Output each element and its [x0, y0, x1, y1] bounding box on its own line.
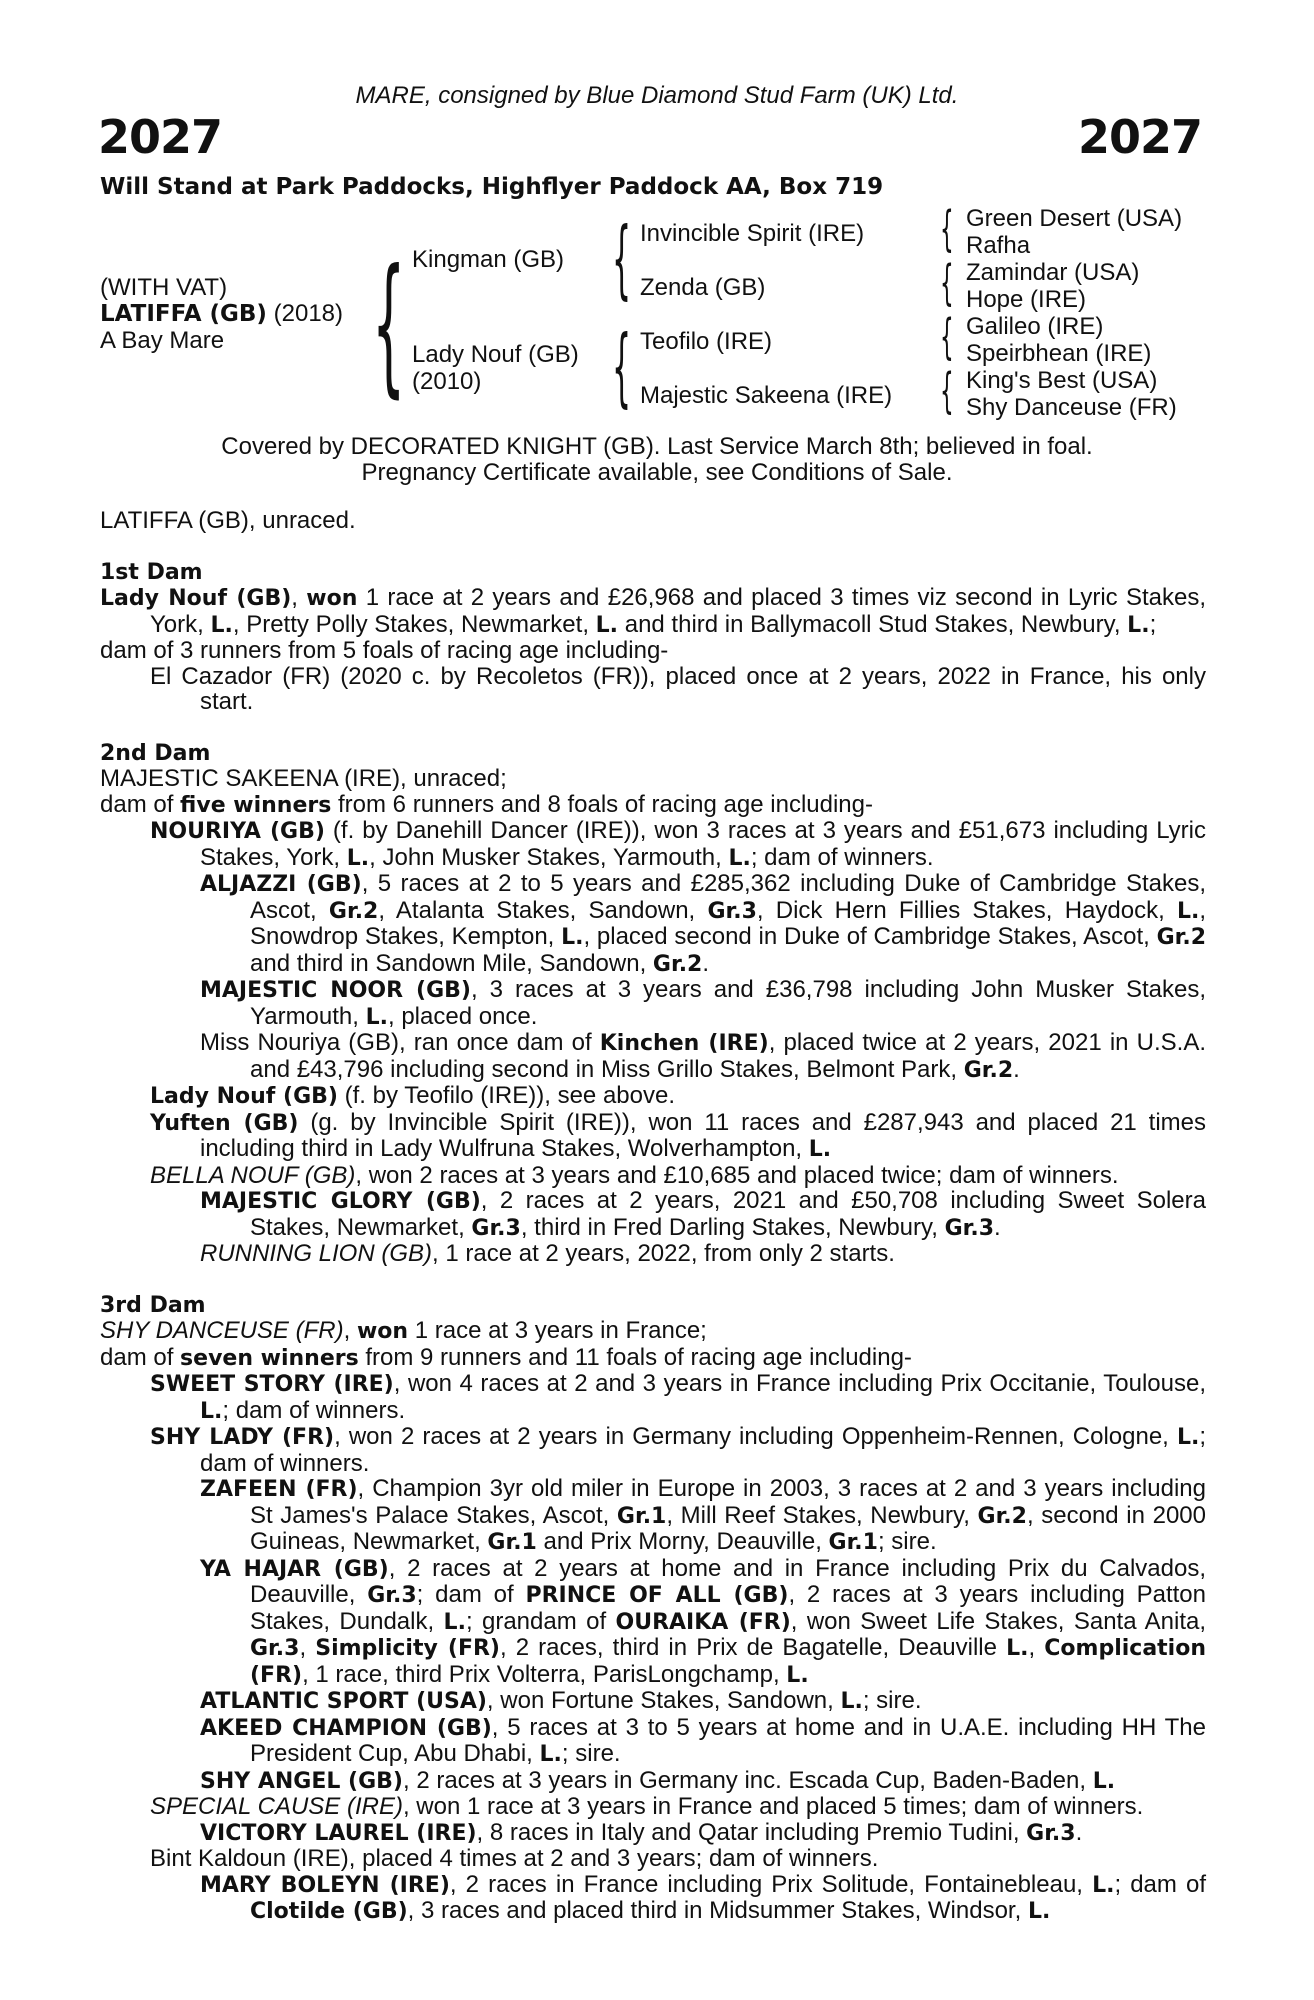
listed-mark: L.: [840, 1689, 863, 1714]
five-winners: five winners: [180, 792, 332, 818]
vat-note: (WITH VAT): [100, 274, 228, 301]
entry-text: , won Sweet Life Stakes, Santa Anita,: [790, 1607, 1207, 1635]
entry-text: ,: [299, 1634, 316, 1661]
entry-text: , John Musker Stakes, Yarmouth,: [369, 843, 729, 871]
sss: Green Desert (USA): [966, 205, 1183, 232]
horse-name: MAJESTIC GLORY (GB): [200, 1189, 481, 1214]
grade-mark: Gr.2: [652, 951, 703, 977]
zafeen-entry: [100, 1476, 1206, 1556]
horse-name: VICTORY LAUREL (IRE): [200, 1820, 477, 1846]
third-dam-heading: 3rd Dam: [100, 1292, 206, 1318]
listed-mark: L.: [346, 845, 370, 871]
entry-text: , won Fortune Stakes, Sandown,: [486, 1687, 841, 1714]
shy-lady-entry: [100, 1424, 1206, 1476]
first-dam-text-2: , Pretty Polly Stakes, Newmarket,: [232, 610, 596, 638]
horse-name: AKEED CHAMPION (GB): [200, 1715, 492, 1741]
grade-mark: Gr.1: [616, 1503, 667, 1529]
listed-mark: L.: [1092, 1768, 1116, 1794]
entry-text: ; dam of winners.: [750, 843, 934, 871]
horse-name: Complication (FR): [250, 1636, 1206, 1688]
horse-name-line: [100, 300, 343, 328]
akeed-champion-entry: [100, 1715, 1206, 1768]
lady-nouf-entry: [100, 1083, 1206, 1110]
ddd: Shy Danceuse (FR): [966, 394, 1177, 421]
sire: Kingman (GB): [412, 246, 565, 273]
entry-text: Miss Nouriya (GB), ran once dam of: [200, 1029, 600, 1056]
entry-text: ; sire.: [561, 1740, 621, 1767]
brace-3b: {: [940, 255, 954, 311]
produce-count: from 9 runners and 11 foals of racing age including-: [358, 1343, 912, 1371]
entry-text: and third in Sandown Mile, Sandown,: [250, 949, 653, 977]
horse-name: SWEET STORY (IRE): [150, 1372, 394, 1397]
entry-text: ; dam of winners.: [200, 1423, 1206, 1477]
grade-mark: Gr.1: [487, 1530, 537, 1555]
horse-name: Lady Nouf (GB): [150, 1084, 338, 1109]
entry-text: , placed once.: [388, 1002, 538, 1030]
listed-mark: L.: [786, 1662, 809, 1688]
entry-text: , 2 races at 3 years including Patton Stakes, Dundalk,: [250, 1581, 1206, 1635]
entry-text: , 3 races and placed third in Midsummer Stakes, Windsor,: [407, 1897, 1028, 1924]
entry-text: .: [994, 1213, 1001, 1241]
entry-text: 1 race at 3 years in France;: [408, 1317, 707, 1344]
produce-record: [100, 508, 1206, 1925]
victory-laurel-entry: [100, 1820, 1206, 1847]
dam-year: (2010): [412, 368, 482, 395]
entry-text: , 5 races at 2 to 5 years and £285,362 including Duke of Cambridge Stakes, Ascot,: [250, 870, 1206, 924]
listed-mark: L.: [1006, 1636, 1029, 1661]
listed-mark: L.: [200, 1398, 223, 1424]
grade-mark: Gr.3: [367, 1583, 417, 1608]
entry-text: .: [1013, 1055, 1020, 1083]
nouriya-entry: [100, 818, 1206, 871]
running-lion-entry: [100, 1241, 1206, 1267]
dds: King's Best (USA): [966, 367, 1158, 394]
sire-sire: Invincible Spirit (IRE): [640, 220, 865, 247]
horse-name: Yuften (GB): [150, 1110, 299, 1136]
entry-text: , 2 races at 2 years, 2021 and £50,708 including Sweet Solera Stakes, Newmarket,: [250, 1187, 1206, 1241]
listed-mark: L.: [1027, 1899, 1051, 1924]
entry-text: , 3 races at 3 years and £36,798 including John Musker Stakes, Yarmouth,: [250, 976, 1206, 1030]
aljazzi-entry: [100, 871, 1206, 977]
listed-mark: L.: [728, 845, 751, 871]
listed-mark: L.: [1176, 898, 1200, 924]
entry-text: , 2 races, third in Prix de Bagatelle, Deauville: [499, 1634, 1007, 1661]
horse-name: MARY BOLEYN (IRE): [200, 1872, 450, 1898]
brace-2a: {: [612, 209, 632, 309]
dsd: Speirbhean (IRE): [966, 340, 1152, 367]
grade-mark: Gr.3: [944, 1215, 994, 1241]
yuften-entry: [100, 1110, 1206, 1163]
listed-mark: L.: [443, 1609, 466, 1635]
horse-name: SHY LADY (FR): [150, 1425, 335, 1450]
third-dam-produce: [100, 1345, 1206, 1372]
first-dam-text-4: ;: [1149, 610, 1157, 638]
majestic-noor-entry: [100, 977, 1206, 1030]
consignor-line: MARE, consigned by Blue Diamond Stud Farm (UK) Ltd.: [355, 82, 959, 109]
horse-name: BELLA NOUF (GB): [150, 1161, 356, 1189]
sire-dam: Zenda (GB): [640, 274, 766, 301]
entry-text: , Snowdrop Stakes, Kempton,: [250, 896, 1207, 950]
entry-text: ; grandam of: [465, 1607, 616, 1635]
special-cause-entry: [100, 1794, 1206, 1820]
entry-text: , won 4 races at 2 and 3 years in France including Prix Occitanie, Toulouse,: [393, 1370, 1206, 1397]
dam-of-label: dam of: [100, 790, 181, 818]
entry-text: ; sire.: [877, 1528, 937, 1555]
listed-mark: L.: [1176, 1425, 1200, 1450]
listed-mark: L.: [365, 1004, 388, 1030]
covered-line-2: Pregnancy Certificate available, see Conditions of Sale.: [361, 459, 953, 486]
horse-name: SHY ANGEL (GB): [200, 1768, 403, 1794]
intro-line: LATIFFA (GB), unraced.: [100, 507, 356, 534]
listed-mark: L.: [595, 612, 619, 638]
first-dam-entry: Lady Nouf (GB), won 1 race at 2 years and £26,968 and placed 3 times viz second in Lyric Stakes, York, L., Pretty Polly Stakes, Newmarket, L. and third in Ballymacoll Stud Stakes, Newbury, L.;: [100, 584, 1207, 638]
listed-mark: L.: [808, 1137, 832, 1162]
brace-1: {: [372, 238, 406, 412]
horse-name: ZAFEEN (FR): [200, 1477, 358, 1502]
brace-2b: {: [612, 317, 632, 417]
entry-text: , third in Fred Darling Stakes, Newbury,: [520, 1213, 945, 1241]
first-dam-text-3: and third in Ballymacoll Stud Stakes, Newbury,: [618, 610, 1128, 638]
won-label: won: [306, 586, 358, 611]
seven-winners: seven winners: [180, 1345, 359, 1371]
first-dam-name: Lady Nouf (GB): [100, 586, 292, 611]
entry-text: , placed twice at 2 years, 2021 in U.S.A. and £43,796 including second in Miss Grillo Stakes, Belmont Park,: [250, 1029, 1206, 1083]
bint-kaldoun-entry: Bint Kaldoun (IRE), placed 4 times at 2 and 3 years; dam of winners.: [150, 1845, 879, 1872]
grade-mark: Gr.3: [707, 898, 757, 924]
sdd: Hope (IRE): [966, 286, 1087, 313]
entry-text: , Champion 3yr old miler in Europe in 2003, 3 races at 2 and 3 years including St James's Palace Stakes, Ascot,: [250, 1475, 1206, 1529]
sweet-story-entry: [100, 1371, 1206, 1424]
horse-name: PRINCE OF ALL (GB): [525, 1583, 789, 1608]
grade-mark: Gr.3: [471, 1215, 521, 1241]
second-dam-heading: 2nd Dam: [100, 740, 211, 766]
entry-text: ; dam of: [416, 1581, 526, 1608]
second-dam-name: MAJESTIC SAKEENA (IRE), unraced;: [100, 765, 507, 792]
shy-angel-entry: [100, 1768, 1206, 1795]
horse-description: A Bay Mare: [100, 327, 225, 354]
entry-text: ; dam of winners.: [222, 1396, 406, 1424]
horse-name: SPECIAL CAUSE (IRE): [150, 1793, 403, 1820]
lot-number-left: 2027: [98, 110, 223, 164]
entry-text: , won 2 races at 3 years and £10,685 and placed twice; dam of winners.: [355, 1161, 1119, 1189]
miss-nouriya-entry: [100, 1030, 1206, 1083]
entry-text: , 8 races in Italy and Qatar including Premio Tudini,: [476, 1818, 1027, 1846]
entry-text: , won 1 race at 3 years in France and placed 5 times; dam of winners.: [402, 1793, 1144, 1820]
grade-mark: Gr.3: [1026, 1820, 1076, 1846]
horse-name: RUNNING LION (GB): [200, 1240, 433, 1267]
sds: Zamindar (USA): [966, 259, 1140, 286]
brace-3a: {: [940, 201, 954, 257]
won-label: won: [356, 1319, 409, 1344]
dam: Lady Nouf (GB): [412, 341, 579, 368]
entry-text: , 5 races at 3 to 5 years at home and in U.A.E. including HH The President Cup, Abu Dhabi,: [250, 1713, 1206, 1767]
grade-mark: Gr.2: [963, 1057, 1014, 1083]
entry-text: , won 2 races at 2 years in Germany including Oppenheim-Rennen, Cologne,: [334, 1423, 1177, 1450]
entry-text: , Atalanta Stakes, Sandown,: [378, 896, 708, 924]
grade-mark: Gr.2: [328, 898, 379, 924]
dss: Galileo (IRE): [966, 313, 1104, 340]
produce-count: from 6 runners and 8 foals of racing age including-: [331, 790, 873, 818]
entry-text: (f. by Teofilo (IRE)), see above.: [337, 1082, 675, 1109]
listed-mark: L.: [1092, 1872, 1115, 1898]
entry-text: (f. by Danehill Dancer (IRE)), won 3 races at 3 years and £51,673 including Lyric Stakes, York,: [200, 817, 1206, 871]
entry-text: (g. by Invincible Spirit (IRE)), won 11 races and £287,943 and placed 21 times including third in Lady Wulfruna Stakes, Wolverhampton,: [200, 1108, 1206, 1162]
brace-3d: {: [940, 363, 954, 419]
entry-text: , 1 race, third Prix Volterra, ParisLongchamp,: [302, 1660, 787, 1688]
ya-hajar-entry: [100, 1556, 1206, 1689]
el-cazador-entry: El Cazador (FR) (2020 c. by Recoletos (FR)), placed once at 2 years, 2022 in France, his only start.: [150, 662, 1206, 715]
dam-of-label: dam of: [100, 1343, 181, 1371]
bella-nouf-entry: [100, 1163, 1206, 1189]
horse-name: Kinchen (IRE): [599, 1031, 769, 1056]
grade-mark: Gr.1: [828, 1530, 878, 1555]
entry-text: ; sire.: [862, 1687, 922, 1714]
horse-name: ALJAZZI (GB): [200, 872, 362, 897]
entry-text: ,: [1028, 1634, 1045, 1661]
lot-number-right: 2027: [1077, 110, 1202, 164]
horse-name: LATIFFA (GB): [100, 301, 267, 327]
horse-name: OURAIKA (FR): [615, 1609, 791, 1635]
listed-mark: L.: [561, 925, 584, 950]
horse-year: (2018): [273, 300, 343, 327]
covered-note: [0, 434, 1314, 486]
entry-text: , Dick Hern Fillies Stakes, Haydock,: [756, 896, 1177, 924]
entry-text: .: [1075, 1818, 1083, 1846]
dam-sire: Teofilo (IRE): [640, 328, 773, 355]
first-dam-text-1: 1 race at 2 years and £26,968 and placed 3 times viz second in Lyric Stakes, York,: [150, 584, 1207, 638]
entry-text: , 2 races in France including Prix Solitude, Fontainebleau,: [449, 1870, 1093, 1898]
listed-mark: L.: [1127, 612, 1150, 638]
listed-mark: L.: [210, 612, 233, 638]
grade-mark: Gr.3: [250, 1636, 300, 1661]
entry-text: , Mill Reef Stakes, Newbury,: [666, 1501, 978, 1529]
horse-name: NOURIYA (GB): [150, 819, 325, 844]
entry-text: and Prix Morny, Deauville,: [536, 1528, 829, 1555]
ssd: Rafha: [966, 232, 1031, 259]
brace-3c: {: [940, 309, 954, 365]
listed-mark: L.: [539, 1742, 562, 1767]
entry-text: , second in 2000 Guineas, Newmarket,: [250, 1501, 1206, 1555]
third-dam-name: SHY DANCEUSE (FR): [100, 1317, 344, 1344]
majestic-glory-entry: [100, 1188, 1206, 1241]
horse-name: Clotilde (GB): [250, 1899, 408, 1924]
entry-text: , placed second in Duke of Cambridge Stakes, Ascot,: [583, 923, 1157, 950]
dam-dam: Majestic Sakeena (IRE): [640, 382, 893, 409]
grade-mark: Gr.2: [1156, 925, 1206, 950]
covered-line-1: Covered by DECORATED KNIGHT (GB). Last Service March 8th; believed in foal.: [221, 433, 1093, 460]
horse-name: ATLANTIC SPORT (USA): [200, 1689, 487, 1714]
horse-name: YA HAJAR (GB): [200, 1556, 389, 1582]
horse-name: MAJESTIC NOOR (GB): [200, 978, 471, 1003]
entry-text: .: [702, 949, 710, 977]
entry-text: , 2 races at 2 years at home and in France including Prix du Calvados, Deauville,: [250, 1554, 1206, 1608]
horse-name: Simplicity (FR): [315, 1636, 500, 1661]
entry-text: , 2 races at 3 years in Germany inc. Escada Cup, Baden-Baden,: [402, 1766, 1093, 1794]
first-dam-produce: dam of 3 runners from 5 foals of racing age including-: [100, 637, 669, 664]
first-dam-heading: 1st Dam: [100, 559, 203, 585]
atlantic-sport-entry: [100, 1688, 1206, 1715]
stand-location: Will Stand at Park Paddocks, Highflyer Paddock AA, Box 719: [100, 174, 884, 200]
mary-boleyn-entry: [100, 1872, 1206, 1925]
grade-mark: Gr.2: [977, 1503, 1027, 1529]
entry-text: , 1 race at 2 years, 2022, from only 2 starts.: [432, 1240, 895, 1267]
entry-text: ; dam of: [1114, 1870, 1207, 1898]
second-dam-produce: [100, 792, 1206, 819]
third-dam-entry: SHY DANCEUSE (FR), won 1 race at 3 years in France;: [100, 1317, 707, 1344]
